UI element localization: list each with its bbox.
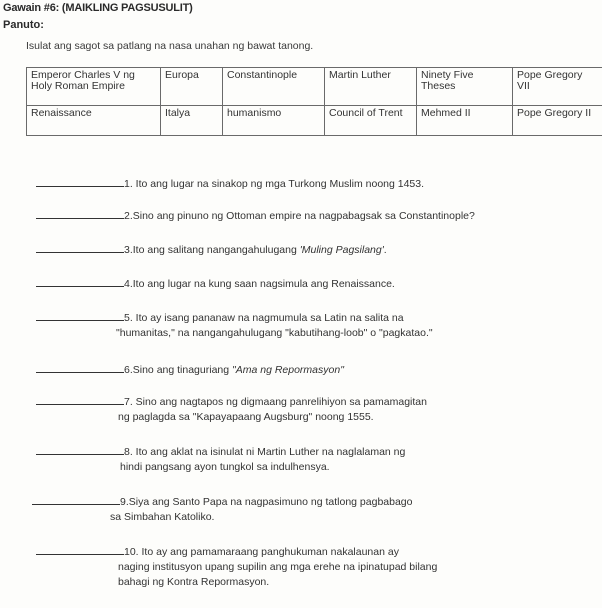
panuto-label: Panuto: <box>3 19 44 31</box>
word-bank-cell: Martin Luther <box>325 68 417 106</box>
word-bank-row <box>27 68 602 106</box>
question-2 <box>36 208 475 224</box>
word-bank-cell: Mehmed II <box>417 106 513 136</box>
word-bank-cell: Europa <box>161 68 223 106</box>
question-text: 2.Sino ang pinuno ng Ottoman empire na nagpabagsak sa Constantinople? <box>124 210 475 222</box>
answer-blank[interactable] <box>36 310 124 321</box>
question-10 <box>36 544 536 590</box>
question-text: 6.Sino ang tinaguriang <box>124 364 232 376</box>
word-bank-row <box>27 106 602 136</box>
question-emphasis: "Ama ng Repormasyon" <box>232 364 344 376</box>
answer-blank[interactable] <box>36 362 124 373</box>
word-bank-cell: Pope Gregory II <box>513 106 602 136</box>
answer-blank[interactable] <box>36 544 124 555</box>
answer-blank[interactable] <box>36 276 124 287</box>
question-continuation: naging institusyon upang supilin ang mga erehe na ipinatupad bilang bahagi ng Kontra Repormasyon. <box>118 561 438 588</box>
word-bank-cell: Emperor Charles V ng Holy Roman Empire <box>27 68 161 106</box>
question-4 <box>36 276 395 292</box>
question-continuation: hindi pangsang ayon tungkol sa indulhensya. <box>120 461 330 473</box>
question-7 <box>36 394 427 425</box>
question-text: 4.Ito ang lugar na kung saan nagsimula ang Renaissance. <box>124 278 395 290</box>
answer-blank[interactable] <box>36 394 124 405</box>
word-bank-cell: Italya <box>161 106 223 136</box>
question-9 <box>32 494 413 525</box>
word-bank-cell: Ninety Five Theses <box>417 68 513 106</box>
worksheet-title: Gawain #6: (MAIKLING PAGSUSULIT) <box>3 2 193 14</box>
question-text: 1. Ito ang lugar na sinakop ng mga Turkong Muslim noong 1453. <box>124 178 425 190</box>
question-text: 7. Sino ang nagtapos ng digmaang panrelihiyon sa pamamagitan <box>124 396 427 408</box>
question-6 <box>36 362 344 378</box>
answer-blank[interactable] <box>36 242 124 253</box>
question-8 <box>36 444 405 475</box>
question-text: 10. Ito ay ang pamamaraang panghukuman nakalaunan ay <box>124 546 399 558</box>
word-bank-cell: Pope Gregory VII <box>513 68 602 106</box>
question-text: 3.Ito ang salitang nangangahulugang <box>124 244 300 256</box>
question-continuation: ng paglagda sa "Kapayapaang Augsburg" noong 1555. <box>118 411 374 423</box>
answer-blank[interactable] <box>32 494 120 505</box>
question-text: 5. Ito ay isang pananaw na nagmumula sa Latin na salita na <box>124 312 404 324</box>
question-continuation: "humanitas," na nangangahulugang "kabutihang-loob" o "pagkatao." <box>116 327 433 339</box>
word-bank-cell: Renaissance <box>27 106 161 136</box>
answer-blank[interactable] <box>36 444 124 455</box>
answer-blank[interactable] <box>36 208 124 219</box>
question-text: 8. Ito ang aklat na isinulat ni Martin Luther na naglalaman ng <box>124 446 406 458</box>
question-continuation: sa Simbahan Katoliko. <box>110 511 215 523</box>
word-bank-cell: humanismo <box>223 106 325 136</box>
question-tail: . <box>383 244 387 256</box>
word-bank-table <box>26 67 602 136</box>
word-bank-cell: Council of Trent <box>325 106 417 136</box>
instruction-text: Isulat ang sagot sa patlang na nasa unahan ng bawat tanong. <box>26 40 314 52</box>
question-text: 9.Siya ang Santo Papa na nagpasimuno ng tatlong pagbabago <box>120 496 413 508</box>
question-5 <box>36 310 433 341</box>
word-bank-cell: Constantinople <box>223 68 325 106</box>
question-3 <box>36 242 387 258</box>
question-1 <box>36 176 424 192</box>
question-emphasis: 'Muling Pagsilang' <box>299 244 384 256</box>
answer-blank[interactable] <box>36 176 124 187</box>
